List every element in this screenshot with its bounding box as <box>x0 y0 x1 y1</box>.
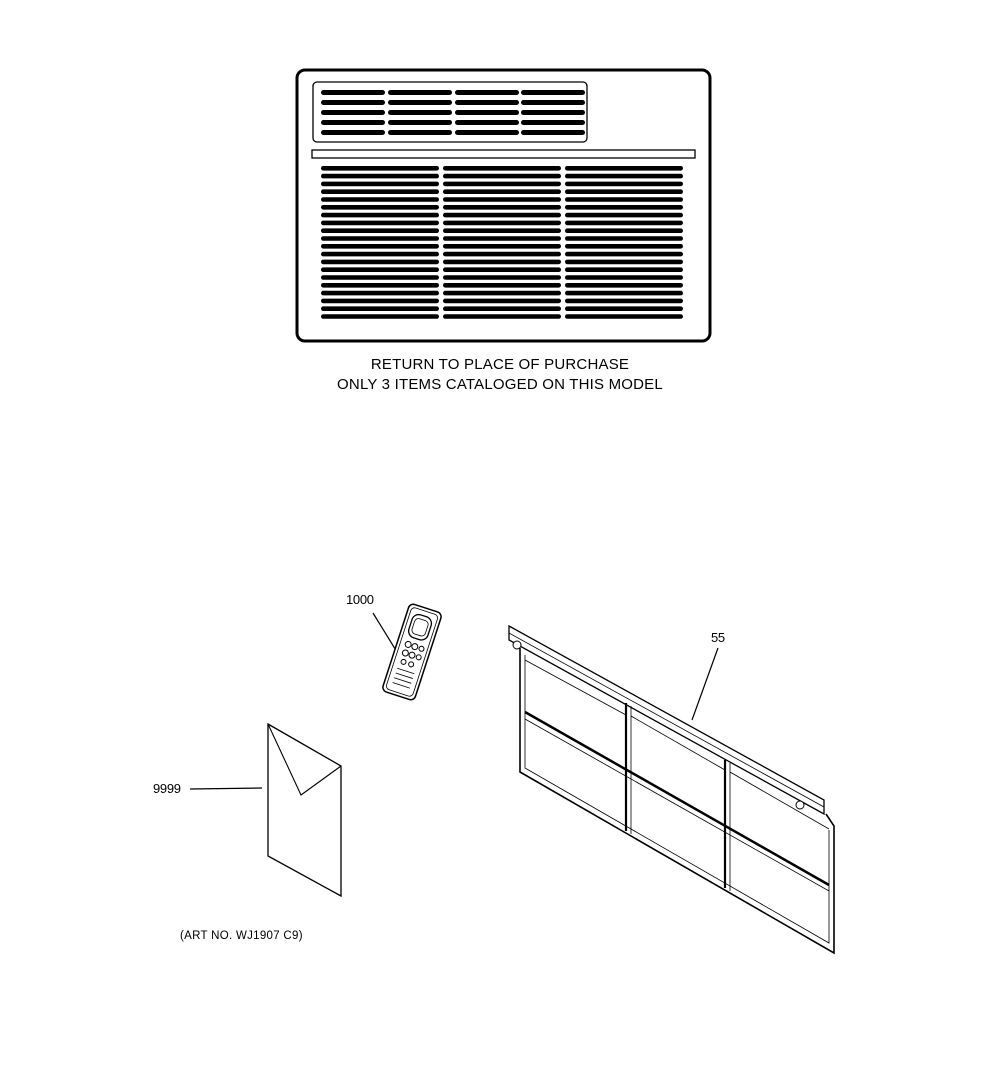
art-number: (ART NO. WJ1907 C9) <box>180 930 303 942</box>
vent-slat <box>321 120 385 125</box>
vent-slat <box>521 130 585 135</box>
vent-slat <box>565 299 683 304</box>
vent-slat <box>321 244 439 249</box>
vent-slat <box>565 174 683 179</box>
vent-slat <box>443 189 561 194</box>
vent-slat <box>321 205 439 210</box>
vent-slat <box>565 189 683 194</box>
manual-leader-line <box>190 788 262 789</box>
vent-slat <box>443 228 561 233</box>
notice-line-2: ONLY 3 ITEMS CATALOGED ON THIS MODEL <box>337 376 663 393</box>
vent-slat <box>443 205 561 210</box>
vent-slat <box>443 213 561 218</box>
vent-slat <box>455 110 519 115</box>
vent-slat <box>321 182 439 187</box>
vent-slat <box>455 90 519 95</box>
vent-slat <box>321 221 439 226</box>
vent-slat <box>443 197 561 202</box>
vent-slat <box>443 291 561 296</box>
vent-slat <box>321 228 439 233</box>
vent-slat <box>565 228 683 233</box>
vent-slat <box>443 166 561 171</box>
vent-slat <box>321 291 439 296</box>
vent-slat <box>443 236 561 241</box>
vent-slat <box>388 100 452 105</box>
vent-slat <box>565 213 683 218</box>
vent-slat <box>455 120 519 125</box>
vent-slat <box>565 291 683 296</box>
vent-slat <box>521 110 585 115</box>
remote-control-illustration <box>373 603 442 701</box>
vent-slat <box>565 275 683 280</box>
vent-slat <box>321 189 439 194</box>
vent-slat <box>443 299 561 304</box>
vent-slat <box>443 221 561 226</box>
vent-slat <box>521 90 585 95</box>
vent-slat <box>321 166 439 171</box>
vent-slat <box>321 100 385 105</box>
vent-slat <box>521 120 585 125</box>
air-filter-illustration <box>509 626 834 953</box>
vent-slat <box>443 252 561 257</box>
vent-slat <box>388 130 452 135</box>
vent-slat <box>321 197 439 202</box>
vent-slat <box>321 252 439 257</box>
vent-slat <box>321 314 439 319</box>
vent-slat <box>565 166 683 171</box>
vent-slat <box>443 260 561 265</box>
filter-callout: 55 <box>711 630 725 645</box>
vent-slat <box>388 120 452 125</box>
vent-slat <box>321 90 385 95</box>
vent-slat <box>443 275 561 280</box>
remote-leader-line <box>373 613 397 652</box>
vent-slat <box>443 283 561 288</box>
vent-slat <box>443 244 561 249</box>
vent-slat <box>443 174 561 179</box>
vent-slat <box>443 306 561 311</box>
vent-slat <box>321 267 439 272</box>
vent-slat <box>443 267 561 272</box>
vent-slat <box>321 213 439 218</box>
vent-slat <box>321 130 385 135</box>
vent-slat <box>565 252 683 257</box>
remote-callout: 1000 <box>346 592 374 607</box>
vent-slat <box>443 182 561 187</box>
vent-slat <box>321 275 439 280</box>
vent-slat <box>321 110 385 115</box>
vent-slat <box>565 260 683 265</box>
vent-slat <box>321 283 439 288</box>
air-conditioner-illustration <box>297 70 710 341</box>
vent-slat <box>321 260 439 265</box>
manual-callout: 9999 <box>153 781 181 796</box>
notice-line-1: RETURN TO PLACE OF PURCHASE <box>370 356 630 373</box>
vent-slat <box>565 221 683 226</box>
vent-slat <box>321 174 439 179</box>
vent-slat <box>565 306 683 311</box>
vent-slat <box>565 182 683 187</box>
filter-leader-line <box>692 648 718 720</box>
vent-slat <box>388 110 452 115</box>
vent-slat <box>565 236 683 241</box>
vent-slat <box>565 283 683 288</box>
vent-slat <box>565 314 683 319</box>
vent-slat <box>521 100 585 105</box>
manual-envelope-illustration <box>190 724 341 896</box>
vent-slat <box>455 100 519 105</box>
vent-slat <box>565 244 683 249</box>
vent-slat <box>321 299 439 304</box>
vent-slat <box>443 314 561 319</box>
vent-slat <box>455 130 519 135</box>
vent-slat <box>565 267 683 272</box>
vent-slat <box>565 197 683 202</box>
vent-slat <box>388 90 452 95</box>
vent-slat <box>321 306 439 311</box>
vent-slat <box>565 205 683 210</box>
vent-slat <box>321 236 439 241</box>
